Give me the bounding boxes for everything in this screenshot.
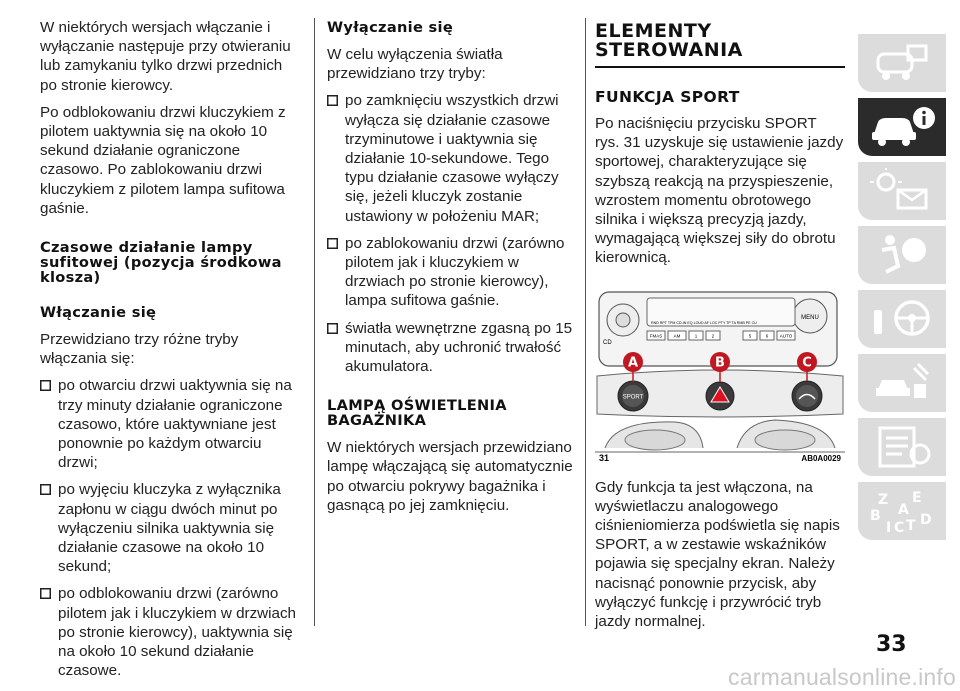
index-letter: B bbox=[870, 508, 881, 524]
checkbox-bullet-icon bbox=[327, 323, 338, 334]
watermark: carmanualsonline.info bbox=[728, 664, 956, 690]
list-item-text: po odblokowaniu drzwi (zarówno pilotem jak i kluczykiem w drzwiach po stronie kierowcy), uaktywnia się na około 10 sekund działanie czasowe. bbox=[58, 585, 297, 680]
index-letter: I bbox=[886, 520, 892, 534]
list-item bbox=[40, 584, 302, 680]
index-icon bbox=[868, 488, 936, 534]
cd-label: CD bbox=[603, 339, 612, 346]
middle-column bbox=[327, 18, 579, 523]
rds-indicators: RND RPT TPM CD-IN EQ LOUD AF LOC PTY TP TA RMB PE CU bbox=[651, 320, 757, 325]
preset-label: 6 bbox=[765, 333, 769, 339]
radio-panel-illustration bbox=[595, 286, 845, 464]
paragraph: W celu wyłączenia światła przewidziano trzy tryby: bbox=[327, 46, 503, 83]
chapter-title: ELEMENTY STEROWANIA bbox=[595, 20, 743, 61]
figure-31 bbox=[595, 286, 845, 464]
list-item bbox=[40, 376, 302, 472]
figure-code: AB0A0029 bbox=[801, 453, 841, 463]
paragraph: Przewidziano trzy różne tryby włączania się: bbox=[40, 331, 239, 368]
callout-a: A bbox=[627, 355, 639, 371]
list-item bbox=[327, 319, 579, 377]
index-letter: T bbox=[906, 518, 916, 534]
technical-data-icon bbox=[868, 424, 936, 470]
preset-label: 1 bbox=[694, 333, 698, 339]
warning-lights-icon bbox=[868, 168, 936, 214]
list-item-text: po zablokowaniu drzwi (zarówno pilotem jak i kluczykiem w drzwiach po stronie kierowcy), lampa sufitowa gaśnie. bbox=[345, 234, 565, 310]
tab-index[interactable] bbox=[858, 482, 946, 540]
tab-warning-lights[interactable] bbox=[858, 162, 946, 220]
index-letter: A bbox=[898, 502, 909, 518]
checkbox-bullet-icon bbox=[40, 380, 51, 391]
left-column bbox=[40, 18, 302, 688]
safety-airbag-icon bbox=[868, 232, 936, 278]
subsection-heading: Włączanie się bbox=[40, 304, 157, 322]
page-number: 33 bbox=[876, 632, 907, 657]
tab-car-info[interactable] bbox=[858, 98, 946, 156]
car-overview-icon bbox=[868, 40, 936, 86]
chapter-tabs bbox=[858, 34, 946, 546]
tab-safety[interactable] bbox=[858, 226, 946, 284]
paragraph: Gdy funkcja ta jest włączona, na wyświetlaczu analogowego ciśnieniomierza podświetla się napis SPORT, a w zestawie wskaźników pojawia się specjalny ekran. Należy nacisnąć ponownie przycisk, aby wyłączyć funkcję i przywrócić tryb jazdy normalnej. bbox=[595, 478, 840, 631]
list-item bbox=[40, 480, 302, 576]
index-letter: C bbox=[894, 520, 905, 534]
sport-button-label: SPORT bbox=[622, 394, 644, 401]
section-heading: FUNKCJA SPORT bbox=[595, 88, 740, 106]
figure-number: 31 bbox=[599, 452, 610, 463]
paragraph: W niektórych wersjach przewidziano lampę włączającą się automatycznie po otwarciu pokrywy bagażnika i gasnącą po jej zamknięciu. bbox=[327, 439, 573, 514]
list-item bbox=[327, 234, 579, 311]
index-letter: D bbox=[920, 512, 932, 528]
steering-wheel-icon bbox=[868, 296, 936, 342]
section-heading: LAMPĄ OŚWIETLENIA BAGAŻNIKA bbox=[327, 397, 507, 430]
right-column bbox=[595, 18, 845, 639]
car-info-icon bbox=[868, 104, 936, 150]
am-button-label: AM bbox=[673, 333, 681, 339]
paragraph: Po odblokowaniu drzwi kluczykiem z pilotem uaktywnia się na około 10 sekund działanie ograniczone czasowo. Po zablokowaniu drzwi kluczykiem z pilotem lampa sufitowa gaśnie. bbox=[40, 103, 286, 217]
preset-label: 5 bbox=[748, 333, 752, 339]
paragraph: W niektórych wersjach włączanie i wyłączanie następuje przy otwieraniu lub zamykaniu tylko drzwi przednich po stronie kierowcy. bbox=[40, 19, 291, 94]
column-divider bbox=[585, 18, 586, 626]
subsection-heading: Wyłączanie się bbox=[327, 19, 454, 36]
menu-label: MENU bbox=[801, 314, 819, 321]
index-letter: E bbox=[912, 490, 922, 506]
tab-starting-driving[interactable] bbox=[858, 290, 946, 348]
list-item-text: światła wewnętrzne zgasną po 15 minutach, aby uchronić trwałość akumulatora. bbox=[345, 319, 573, 376]
list-item bbox=[327, 91, 579, 225]
callout-c: C bbox=[802, 355, 812, 371]
list-item-text: po otwarciu drzwi uaktywnia się na trzy minuty działanie ograniczone czasowo, które uaktywniane jest ponownie po każdym otwarciu drzwi; bbox=[58, 377, 292, 472]
preset-label: 2 bbox=[711, 333, 715, 339]
section-heading: Czasowe działanie lampy sufitowej (pozycja środkowa klosza) bbox=[40, 239, 282, 287]
checkbox-bullet-icon bbox=[40, 588, 51, 599]
list-item-text: po zamknięciu wszystkich drzwi wyłącza się działanie czasowe trzyminutowe i uaktywnia się działanie 10-sekundowe. Tego typu działanie czasowe wyłączy się, jeżeli kluczyk zostanie ustawiony w położeniu MAR; bbox=[345, 92, 559, 225]
tab-technical-data[interactable] bbox=[858, 418, 946, 476]
title-rule bbox=[595, 66, 845, 68]
auto-button-label: AUTO bbox=[779, 333, 793, 339]
paragraph: Po naciśnięciu przycisku SPORT rys. 31 uzyskuje się ustawienie jazdy sportowej, charakteryzujące się szybszą reakcją na przyspieszenie, wzrostem momentu obrotowego silnika i większą precyzją jazdy, wymagającą większej siły do obrotu kierownicą. bbox=[595, 115, 844, 267]
fm-button-label: FMAS bbox=[649, 333, 663, 339]
list-item-text: po wyjęciu kluczyka z wyłącznika zapłonu w ciągu dwóch minut po wyłączeniu silnika uaktywnia się działanie czasowe na około 10 sekund; bbox=[58, 481, 281, 576]
car-service-icon bbox=[868, 360, 936, 406]
column-divider bbox=[314, 18, 315, 626]
index-letter: Z bbox=[878, 492, 889, 508]
callout-b: B bbox=[715, 355, 725, 371]
checkbox-bullet-icon bbox=[327, 95, 338, 106]
checkbox-bullet-icon bbox=[327, 238, 338, 249]
tab-car-overview[interactable] bbox=[858, 34, 946, 92]
checkbox-bullet-icon bbox=[40, 484, 51, 495]
tab-service[interactable] bbox=[858, 354, 946, 412]
